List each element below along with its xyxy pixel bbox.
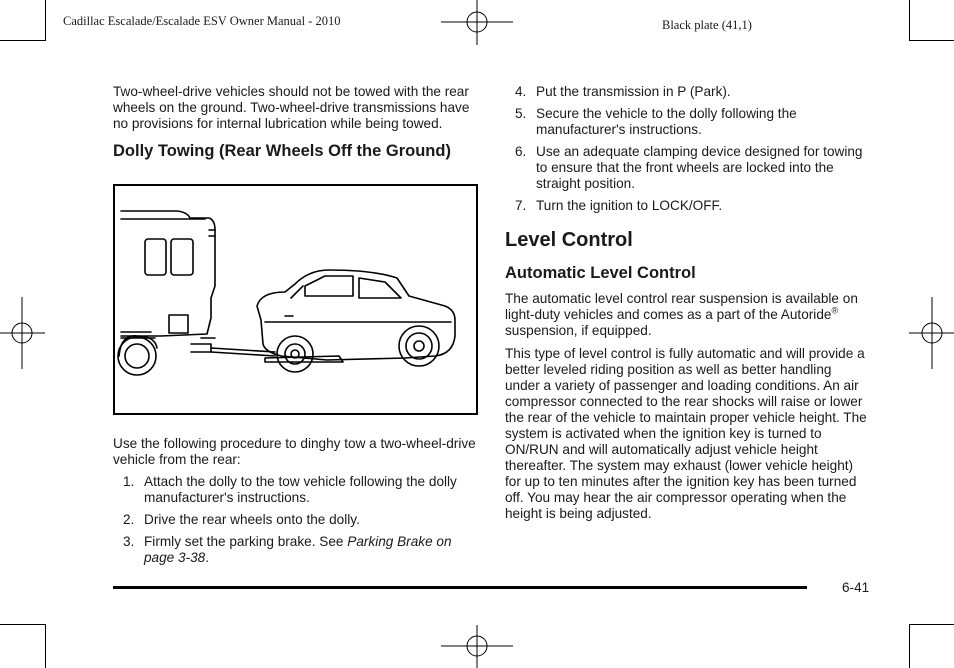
- intro-paragraph: Two-wheel-drive vehicles should not be towed with the rear wheels on the ground. Two-wheel-drive transmissions have no provisions for internal lubrication while being towed.: [113, 84, 470, 131]
- steps-list-right: [505, 84, 867, 214]
- manual-title: Cadillac Escalade/Escalade ESV Owner Manual - 2010: [63, 14, 341, 28]
- automatic-level-control-heading: Automatic Level Control: [505, 264, 696, 282]
- step-item: 1. Attach the dolly to the tow vehicle following the dolly manufacturer's instructions.: [123, 474, 457, 505]
- footer-rule: [113, 586, 807, 589]
- level-control-para-2: This type of level control is fully automatic and will provide a better leveled riding position as well as better handling under a variety of passenger and loading conditions. An air compressor connected to the rear shocks will raise or lower the rear of the vehicle to maintain proper vehicle height. The system is activated when the ignition key is turned to ON/RUN and will automatically adjust vehicle height thereafter. The system may exhaust (lower vehicle height) for up to ten minutes after the ignition key has been turned off. You may hear the air compressor operating when the height is being adjusted.: [505, 346, 867, 521]
- left-column: [113, 84, 478, 161]
- step-item: 4. Put the transmission in P (Park).: [515, 84, 731, 99]
- level-control-title: Level Control: [505, 229, 633, 251]
- level-control-para-1: The automatic level control rear suspension is available on light-duty vehicles and comes as a part of the Autoride® suspension, if equipped.: [505, 291, 858, 338]
- registered-mark: ®: [831, 305, 839, 316]
- step-item: 2. Drive the rear wheels onto the dolly.: [123, 512, 360, 527]
- dolly-towing-heading: Dolly Towing (Rear Wheels Off the Ground): [113, 142, 451, 160]
- page-number: 6-41: [842, 580, 870, 595]
- parking-brake-reference: Parking Brake on page 3-38: [144, 534, 452, 565]
- step-item: 6. Use an adequate clamping device designed for towing to ensure that the front wheels are locked into the straight position.: [515, 144, 863, 191]
- left-column-lower: [113, 436, 478, 566]
- plate-label: Black plate (41,1): [662, 18, 752, 32]
- dolly-towing-illustration: [113, 184, 478, 415]
- steps-list-left: [113, 474, 478, 566]
- procedure-intro: Use the following procedure to dinghy tow a two-wheel-drive vehicle from the rear:: [113, 436, 476, 467]
- step-item: 5. Secure the vehicle to the dolly following the manufacturer's instructions.: [515, 106, 797, 137]
- step-item: 3. Firmly set the parking brake. See Parking Brake on page 3-38.: [123, 534, 452, 565]
- right-column: [505, 84, 867, 522]
- step-item: 7. Turn the ignition to LOCK/OFF.: [515, 198, 723, 213]
